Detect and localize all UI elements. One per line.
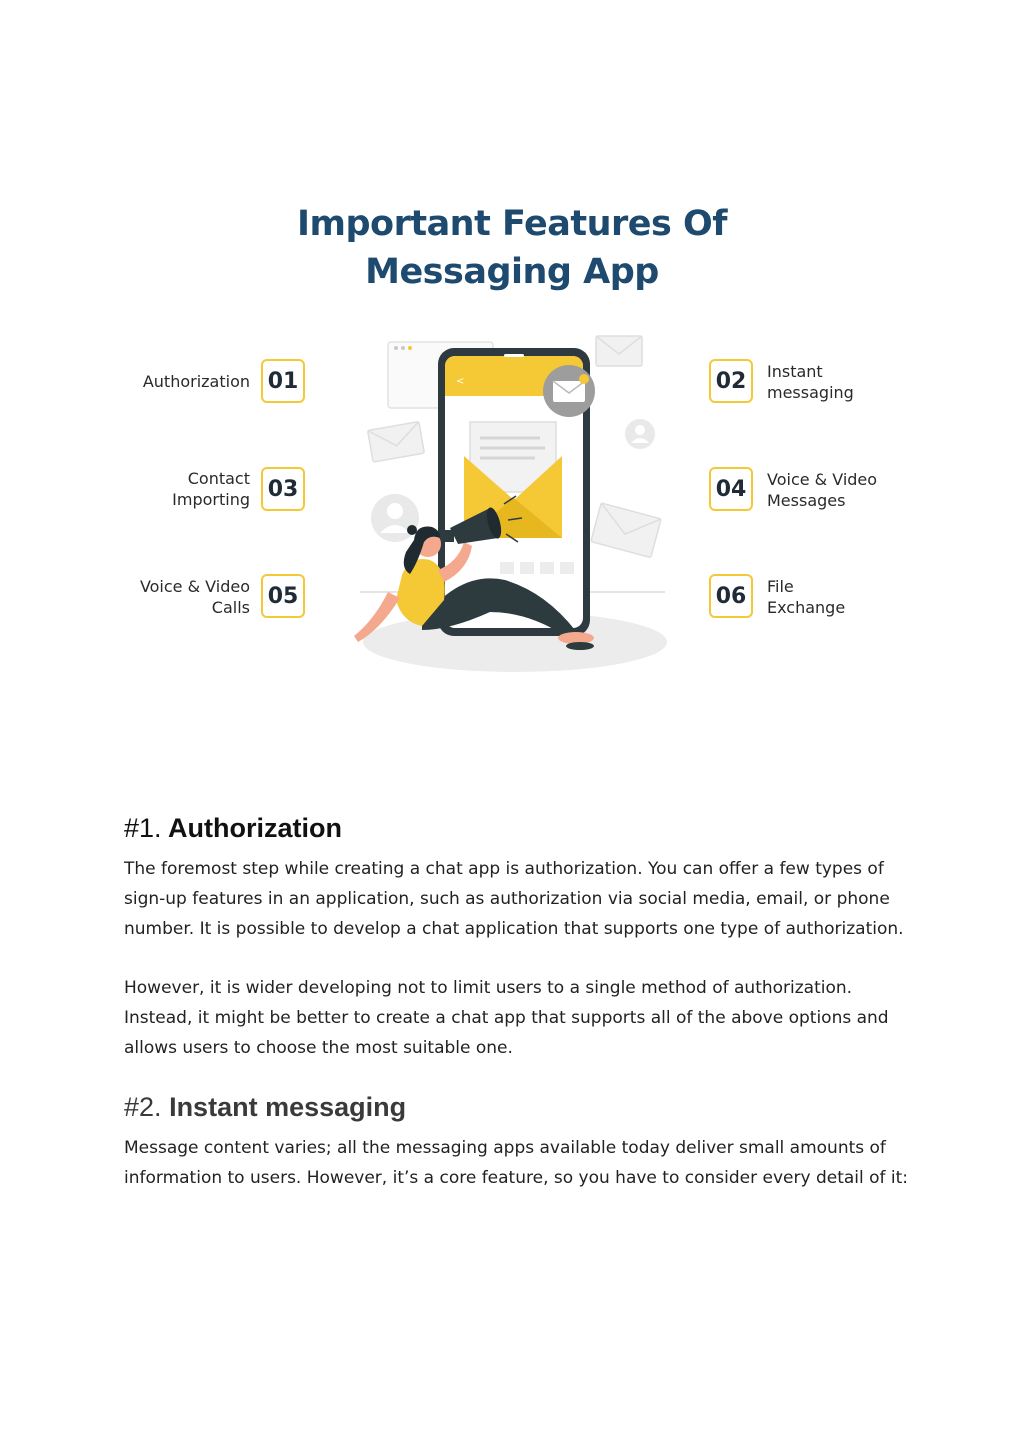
- section-paragraph: Message content varies; all the messaging apps available today deliver small amounts of information to users. However, it’s a core feature, so you have to consider every detail of it:: [124, 1138, 909, 1188]
- feature-label-voice-video-calls: Voice & Video Calls: [139, 577, 250, 617]
- envelope-icon: [591, 503, 661, 558]
- svg-text:<: <: [456, 376, 465, 387]
- feature-label-voice-video-messages: Voice & Video Messages: [767, 470, 878, 510]
- feature-number-05: 05: [261, 574, 305, 618]
- section-paragraph: However, it is wider developing not to limit users to a single method of authorization. Instead, it might be better to create a chat app that supports all of the above options and allows users to choose the most suitable one.: [124, 978, 889, 1058]
- section-paragraph: The foremost step while creating a chat app is authorization. You can offer a few types of sign-up features in an application, such as authorization via social media, email, or phone number. It is possible to develop a chat application that supports one type of authorization.: [124, 859, 904, 939]
- envelope-icon: [596, 336, 642, 366]
- notification-envelope-icon: [543, 365, 595, 417]
- envelope-icon: [368, 422, 425, 463]
- section-heading-instant-messaging: #2. Instant messaging: [124, 1092, 407, 1122]
- feature-number-03: 03: [261, 467, 305, 511]
- feature-number-04: 04: [709, 467, 753, 511]
- messaging-app-illustration: [340, 330, 680, 680]
- section-heading-authorization: #1. Authorization: [124, 813, 343, 843]
- feature-number-02: 02: [709, 359, 753, 403]
- infographic-title-line2: Messaging App: [365, 252, 659, 292]
- feature-label-authorization: Authorization: [142, 372, 250, 391]
- feature-label-file-exchange: File Exchange: [767, 577, 846, 617]
- infographic-title-line1: Important Features Of: [296, 204, 728, 244]
- user-avatar-icon: [625, 419, 655, 449]
- feature-number-01: 01: [261, 359, 305, 403]
- infographic-title: [212, 200, 812, 296]
- feature-label-instant-messaging: Instant messaging: [767, 362, 854, 402]
- feature-number-06: 06: [709, 574, 753, 618]
- feature-label-contact-importing: Contact Importing: [172, 469, 250, 509]
